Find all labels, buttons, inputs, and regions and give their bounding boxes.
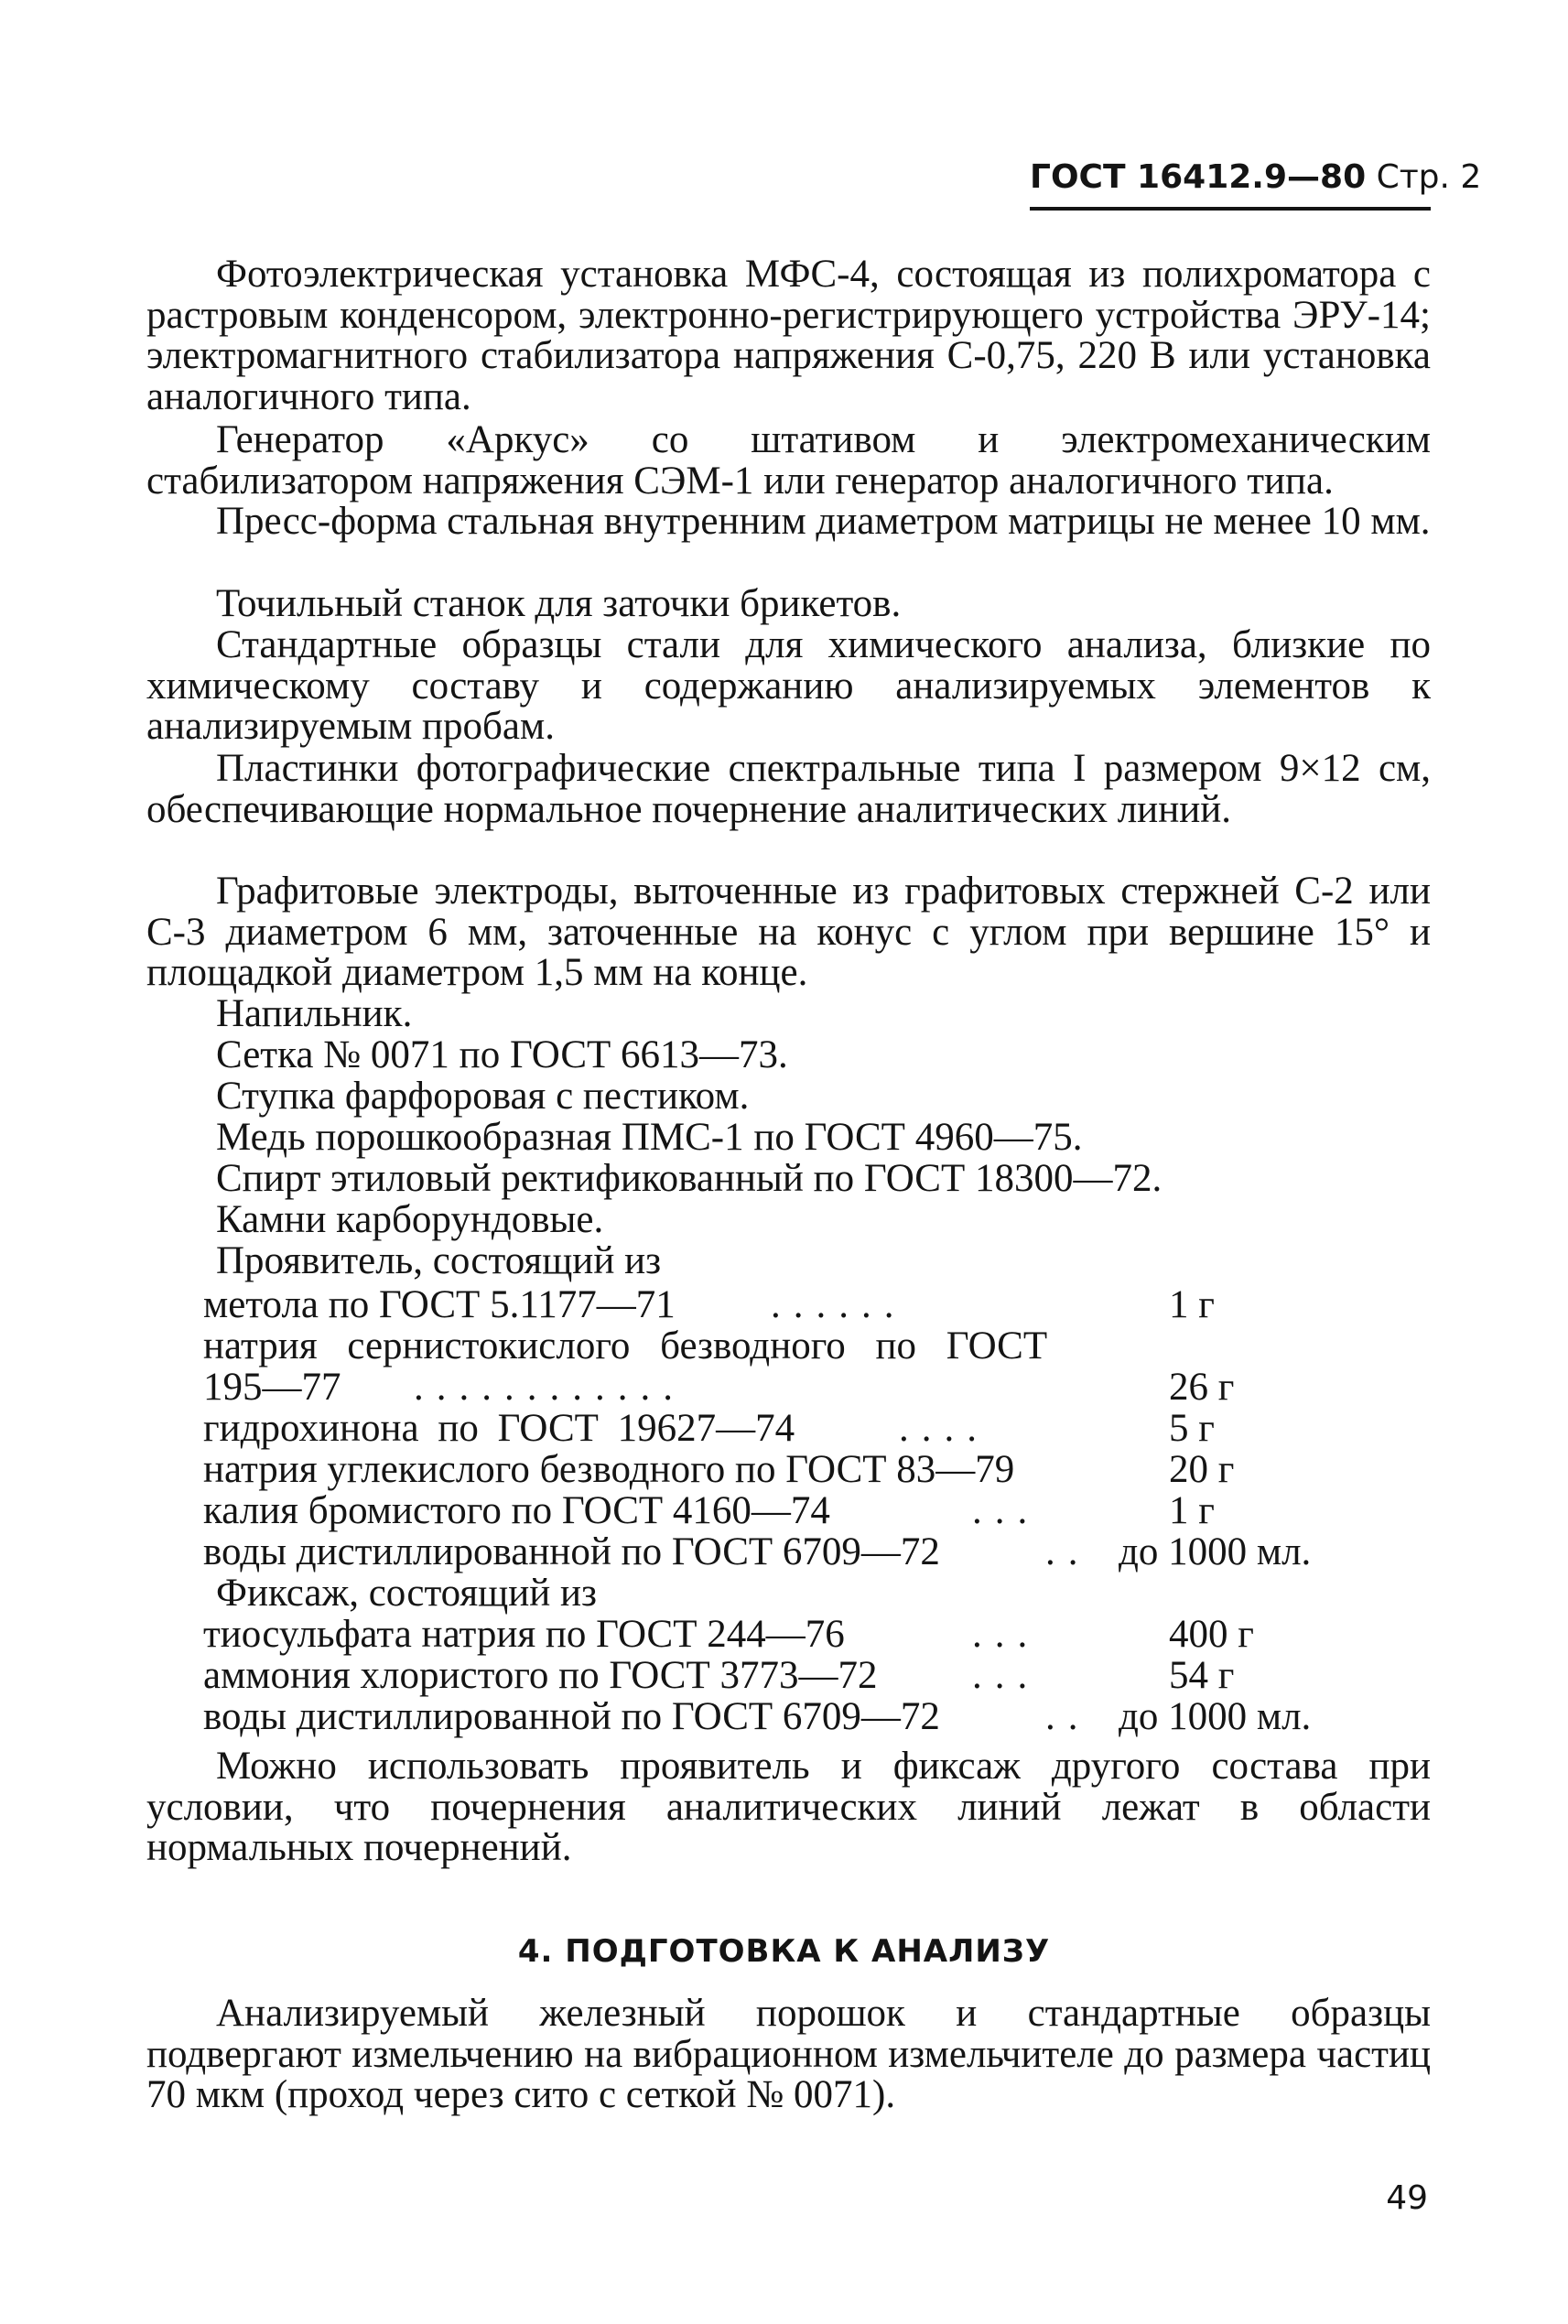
reagent-amount: 26 г bbox=[1169, 1366, 1235, 1409]
paragraph-standard-samples: Стандартные образцы стали для химического анализа, близкие по химическому составу и содержанию анализируемых элементов к анализируемым пробам. bbox=[146, 623, 1431, 748]
paragraph-photo-plates: Пластинки фотографические спектральные типа I размером 9×12 см, обеспечивающие нормальное почернение аналитических линий. bbox=[146, 747, 1431, 831]
paragraph-alternative-composition: Можно использовать проявитель и фиксаж другого состава при условии, что почернения аналитических линий лежат в области нормальных почернений. bbox=[146, 1745, 1431, 1869]
reagent-name: 195—77 bbox=[203, 1366, 341, 1409]
leader-dots: .. bbox=[1045, 1695, 1091, 1738]
reagent-name: воды дистиллированной по ГОСТ 6709—72 bbox=[203, 1695, 940, 1738]
leader-dots: ...... bbox=[771, 1283, 907, 1326]
paragraph-press-form: Пресс-форма стальная внутренним диаметром матрицы не менее 10 мм. bbox=[216, 500, 1431, 543]
developer-row bbox=[203, 1408, 1421, 1449]
reagent-amount: 5 г bbox=[1169, 1407, 1215, 1450]
reagent-name: калия бромистого по ГОСТ 4160—74 bbox=[203, 1489, 830, 1532]
fixer-row bbox=[203, 1696, 1421, 1737]
paragraph-sample-preparation: Анализируемый железный порошок и стандартные образцы подвергают измельчению на вибрационном измельчителе до размера частиц 70 мкм (проход через сито с сеткой № 0071). bbox=[146, 1992, 1431, 2116]
leader-dots: ... bbox=[972, 1654, 1041, 1697]
page-number: 49 bbox=[1386, 2179, 1428, 2217]
leader-dots: ............ bbox=[414, 1366, 686, 1409]
reagent-name: воды дистиллированной по ГОСТ 6709—72 bbox=[203, 1530, 940, 1573]
reagent-name: тиосульфата натрия по ГОСТ 244—76 bbox=[203, 1613, 845, 1656]
developer-row bbox=[203, 1325, 1421, 1367]
header-rule bbox=[1030, 207, 1431, 211]
leader-dots: .... bbox=[899, 1407, 989, 1450]
item-ethyl-alcohol: Спирт этиловый ректификованный по ГОСТ 18300—72. bbox=[216, 1157, 1162, 1200]
reagent-amount: до 1000 мл. bbox=[1119, 1695, 1312, 1738]
paragraph-sharpening-machine: Точильный станок для заточки брикетов. bbox=[216, 582, 902, 625]
item-mortar: Ступка фарфоровая с пестиком. bbox=[216, 1075, 750, 1118]
item-developer-heading: Проявитель, состоящий из bbox=[216, 1239, 662, 1282]
item-file: Напильник. bbox=[216, 992, 413, 1035]
page-header bbox=[1030, 157, 1482, 198]
item-copper-powder: Медь порошкообразная ПМС-1 по ГОСТ 4960—75. bbox=[216, 1116, 1083, 1159]
reagent-name: гидрохинона по ГОСТ 19627—74 bbox=[203, 1407, 795, 1450]
leader-dots: ... bbox=[972, 1613, 1041, 1656]
reagent-name: аммония хлористого по ГОСТ 3773—72 bbox=[203, 1654, 878, 1697]
standard-code: ГОСТ 16412.9—80 bbox=[1030, 158, 1367, 196]
leader-dots: ... bbox=[972, 1489, 1041, 1532]
developer-row bbox=[203, 1490, 1421, 1531]
fixer-row bbox=[203, 1614, 1421, 1655]
developer-row bbox=[203, 1531, 1421, 1573]
item-carborundum-stones: Камни карборундовые. bbox=[216, 1198, 604, 1241]
reagent-amount: до 1000 мл. bbox=[1119, 1530, 1312, 1573]
section-title: 4. ПОДГОТОВКА К АНАЛИЗУ bbox=[517, 1933, 1051, 1970]
reagent-amount: 1 г bbox=[1169, 1489, 1215, 1532]
leader-dots: .. bbox=[1045, 1530, 1091, 1573]
reagent-name: метола по ГОСТ 5.1177—71 bbox=[203, 1283, 676, 1326]
page-label: Стр. 2 bbox=[1376, 158, 1482, 196]
item-fixer-heading: Фиксаж, состоящий из bbox=[216, 1572, 598, 1615]
reagent-amount: 1 г bbox=[1169, 1283, 1215, 1326]
reagent-amount: 54 г bbox=[1169, 1654, 1235, 1697]
paragraph-photoelectric-unit: Фотоэлектрическая установка МФС-4, состоящая из полихроматора с растровым конденсором, электронно-регистрирующего устройства ЭРУ-14; электромагнитного стабилизатора напряжения С-0,75, 220 В или установка аналогичного типа. bbox=[146, 253, 1431, 418]
paragraph-generator: Генератор «Аркус» со штативом и электромеханическим стабилизатором напряжения СЭМ-1 или генератор аналогичного типа. bbox=[146, 418, 1431, 503]
reagent-name: натрия сернистокислого безводного по ГОСТ bbox=[203, 1324, 1048, 1367]
developer-row bbox=[203, 1367, 1421, 1408]
reagent-amount: 20 г bbox=[1169, 1448, 1235, 1491]
item-mesh: Сетка № 0071 по ГОСТ 6613—73. bbox=[216, 1033, 788, 1076]
paragraph-graphite-electrodes: Графитовые электроды, выточенные из графитовых стержней С-2 или С-3 диаметром 6 мм, заточенные на конус с углом при вершине 15° и площадкой диаметром 1,5 мм на конце. bbox=[146, 870, 1431, 994]
reagent-name: натрия углекислого безводного по ГОСТ 83—79 bbox=[203, 1448, 1015, 1491]
fixer-row bbox=[203, 1655, 1421, 1696]
reagent-amount: 400 г bbox=[1169, 1613, 1254, 1656]
developer-row bbox=[203, 1284, 1421, 1325]
developer-row bbox=[203, 1449, 1421, 1490]
